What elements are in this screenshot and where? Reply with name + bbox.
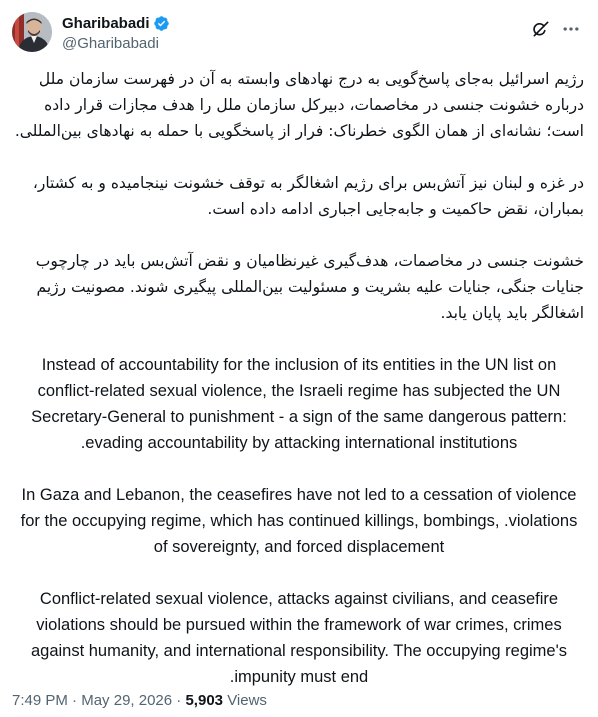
tweet-text (14, 66, 584, 716)
tweet-time[interactable]: 7:49 PM (12, 692, 68, 709)
display-name[interactable]: Gharibabadi (62, 14, 150, 32)
tweet-date[interactable]: May 29, 2026 (81, 692, 173, 709)
more-options-icon[interactable] (556, 14, 586, 44)
avatar-image (12, 12, 52, 52)
tweet-paragraph-fa-1: رژیم اسرائیل به‌جای پاسخ‌گویی به درج نهادهای وابسته به آن در فهرست سازمان ملل درباره خشونت جنسی در مخاصمات، دبیرکل سازمان ملل را هدف مجازات قرار داده است؛ نشانه‌ای از همان الگوی خطرناک: فرار از پاسخگویی با حمله به نهادهای بین‌المللی. (14, 70, 584, 140)
display-name-row (62, 13, 170, 33)
tweet-paragraph-en-3: Conflict-related sexual violence, attacks against civilians, and ceasefire violations should be pursued within the framework of war crimes, crimes against humanity, and international responsibility. The occupying regime's .impunity must end (30, 590, 568, 686)
tweet-paragraph-fa-3: خشونت جنسی در مخاصمات، هدف‌گیری غیرنظامیان و نقض آتش‌بس باید در چارچوب جنایات جنگی، جنایات علیه بشریت و مسئولیت بین‌المللی پیگیری شوند. مصونیت رژیم اشغالگر باید پایان یابد. (35, 252, 584, 322)
tweet-paragraph-en-2: In Gaza and Lebanon, the ceasefires have not led to a cessation of violence for the occupying regime, which has continued killings, bombings, .violations of sovereignty, and forced displacement (20, 486, 578, 556)
tweet-metadata (12, 692, 267, 709)
grok-icon[interactable] (526, 14, 556, 44)
avatar[interactable] (12, 12, 52, 52)
author-block (62, 13, 170, 52)
separator-dot: · (72, 692, 78, 709)
tweet-paragraph-en-1: Instead of accountability for the inclusion of its entities in the UN list on conflict-related sexual violence, the Israeli regime has subjected the UN Secretary-General to punishment - a sign of the same dangerous pattern: .evading accountability by attacking international institutions (31, 356, 567, 452)
separator-dot: · (176, 692, 182, 709)
author-handle[interactable]: @Gharibabadi (62, 35, 159, 52)
header-actions (526, 14, 586, 44)
tweet-paragraph-fa-2: در غزه و لبنان نیز آتش‌بس برای رژیم اشغالگر به توقف خشونت نینجامیده و به کشتار، بمباران، نقض حاکمیت و جابه‌جایی اجباری ادامه داده است. (32, 174, 584, 218)
views-count: 5,903 (185, 692, 224, 709)
tweet-header (12, 12, 586, 60)
views-label: Views (227, 692, 267, 709)
verified-badge-icon (153, 15, 170, 32)
